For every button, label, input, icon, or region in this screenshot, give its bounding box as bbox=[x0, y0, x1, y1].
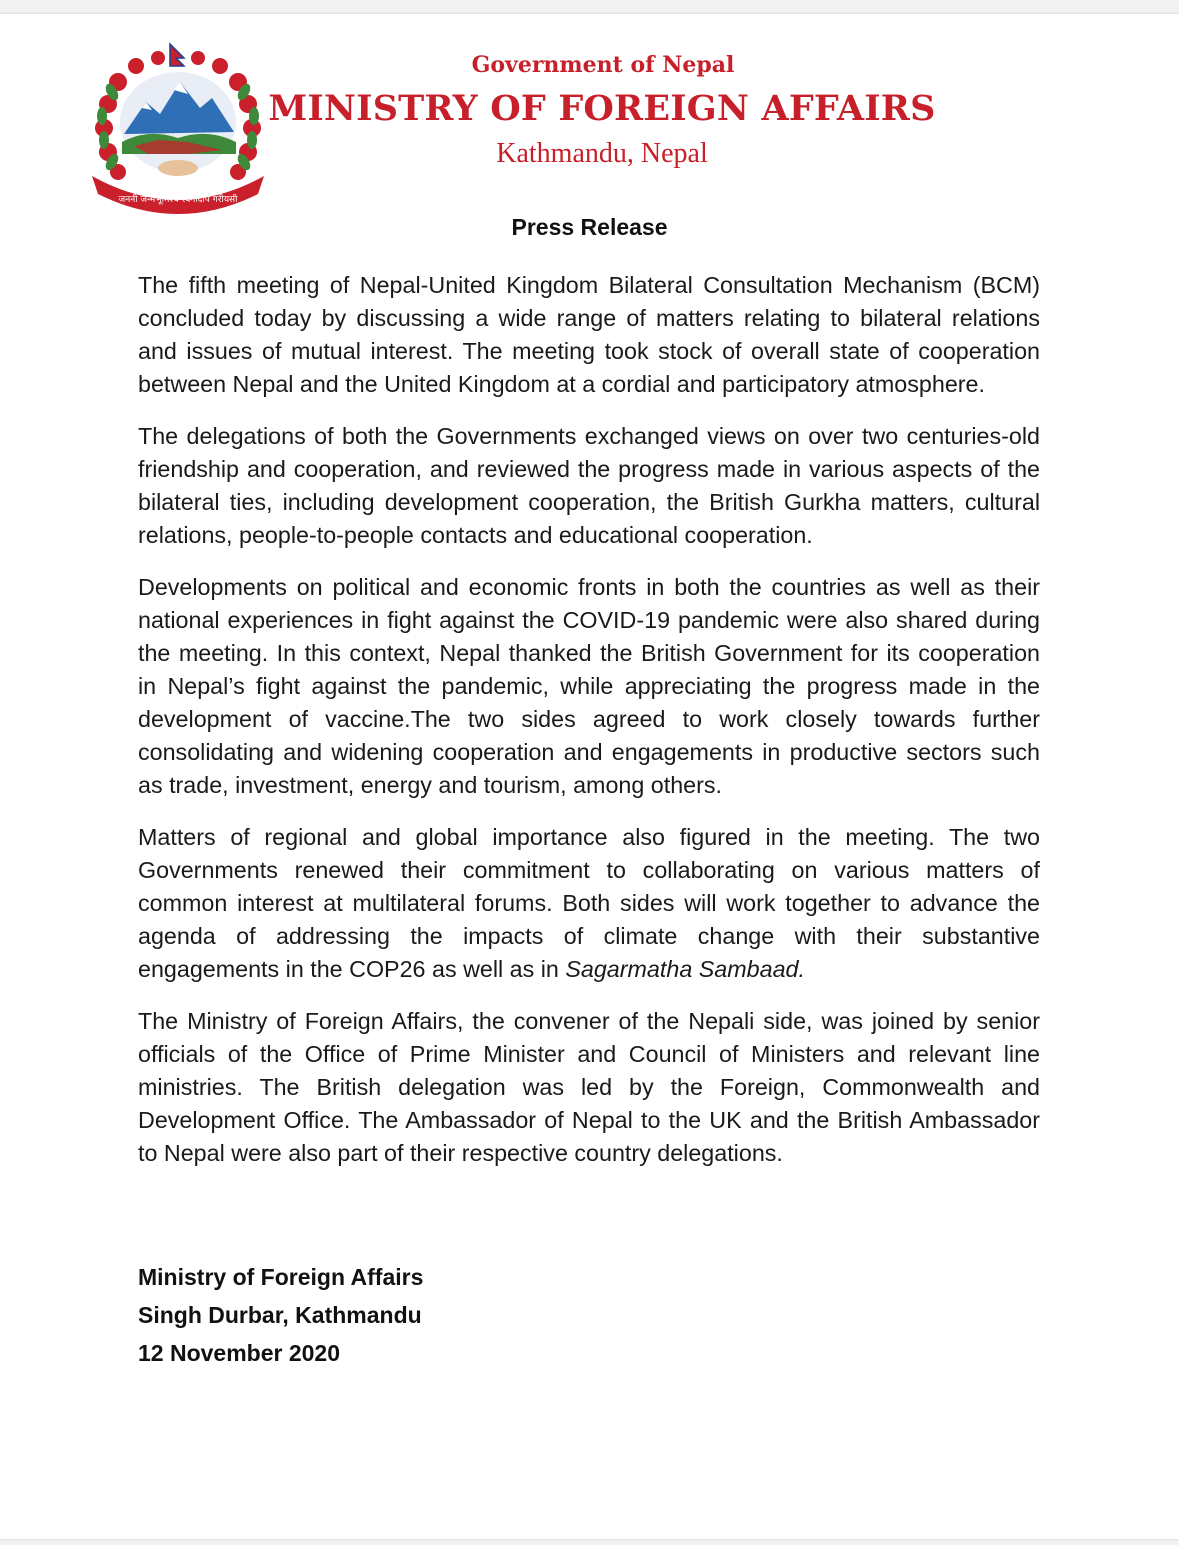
press-release-heading: Press Release bbox=[511, 214, 668, 240]
masthead bbox=[262, 50, 942, 172]
sagarmatha-sambaad-text: Sagarmatha Sambaad. bbox=[565, 956, 805, 982]
signature-ministry: Ministry of Foreign Affairs bbox=[138, 1264, 424, 1290]
paragraph: The delegations of both the Governments exchanged views on over two centuries-old friendship and cooperation, and reviewed the progress made in various aspects of the bilateral ties, including development cooperation, the British Gurkha matters, cultural relations, people-to-people contacts and educational cooperation. bbox=[138, 423, 1040, 548]
paragraph-text: Matters of regional and global importance also figured in the meeting. The two Governments renewed their commitment to collaborating on various matters of common interest at multilateral forums. Both sides will work together to advance the agenda of addressing the impacts of climate change with their substantive engagements in the COP26 as well as in bbox=[138, 824, 1040, 982]
signature-block bbox=[138, 1258, 423, 1372]
document-page bbox=[0, 14, 1179, 1539]
nepal-emblem-icon bbox=[88, 42, 268, 214]
government-title: Government of Nepal bbox=[471, 52, 735, 78]
paragraph: The fifth meeting of Nepal-United Kingdom Bilateral Consultation Mechanism (BCM) concluded today by discussing a wide range of matters relating to bilateral relations and issues of mutual interest. The meeting took stock of overall state of cooperation between Nepal and the United Kingdom at a cordial and participatory atmosphere. bbox=[138, 272, 1040, 397]
emblem-motto: जननी जन्मभूमिश्च स्वर्गादपि गरीयसी bbox=[118, 195, 238, 205]
paragraph: Developments on political and economic fronts in both the countries as well as their national experiences in fight against the COVID-19 pandemic were also shared during the meeting. In this context, Nepal thanked the British Government for its cooperation in Nepal’s fight against the pandemic, while appreciating the progress made in the development of vaccine.The two sides agreed to work closely towards further consolidating and widening cooperation and engagements in productive sectors such as trade, investment, energy and tourism, among others. bbox=[138, 574, 1040, 798]
signature-address: Singh Durbar, Kathmandu bbox=[138, 1302, 422, 1328]
release-date: 12 November 2020 bbox=[138, 1340, 341, 1366]
paragraph bbox=[138, 821, 1040, 986]
city-title: Kathmandu, Nepal bbox=[496, 138, 708, 169]
release-body bbox=[138, 269, 1040, 1189]
ministry-title: MINISTRY OF FOREIGN AFFAIRS bbox=[268, 88, 936, 129]
paragraph: The Ministry of Foreign Affairs, the convener of the Nepali side, was joined by senior officials of the Office of Prime Minister and Council of Ministers and relevant line ministries. The British delegation was led by the Foreign, Commonwealth and Development Office. The Ambassador of Nepal to the UK and the British Ambassador to Nepal were also part of their respective country delegations. bbox=[138, 1008, 1040, 1166]
